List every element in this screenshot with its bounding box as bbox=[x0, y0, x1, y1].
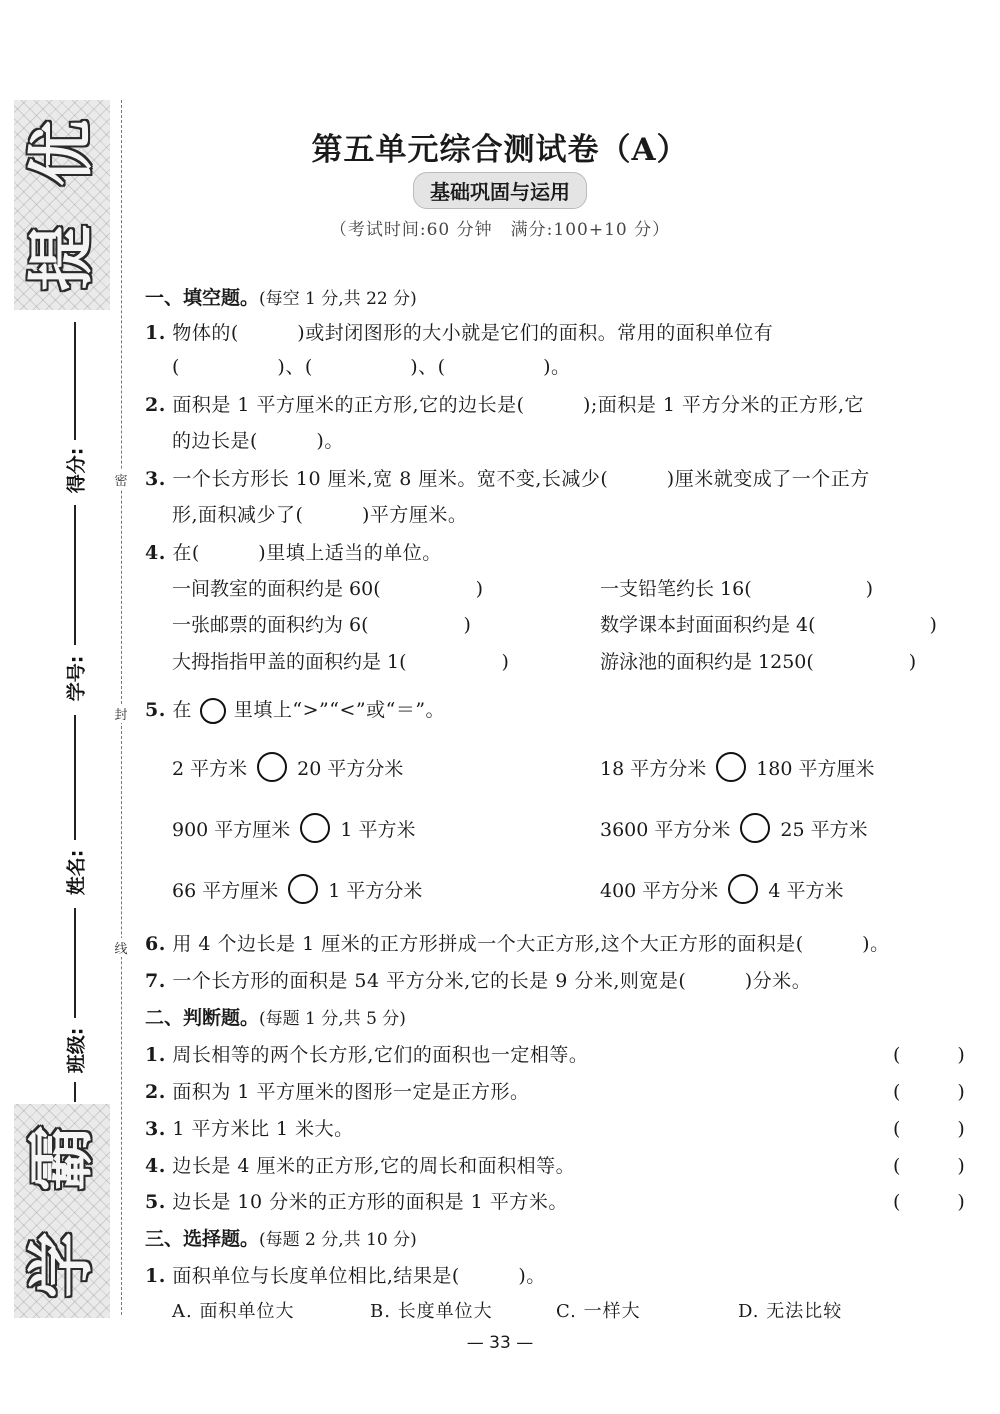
unit-item: 游泳池的面积约是 1250( ) bbox=[600, 651, 917, 673]
question-4: 4. 在( )里填上适当的单位。 bbox=[145, 542, 442, 564]
info-write-line bbox=[74, 322, 76, 440]
section-heading: 一、填空题。(每空 1 分,共 22 分) bbox=[145, 287, 417, 309]
name-label: 姓名: bbox=[65, 849, 88, 895]
subtitle-badge: 基础巩固与运用 bbox=[413, 172, 587, 209]
seal-char: 线 bbox=[110, 938, 132, 957]
score-label: 得分: bbox=[65, 447, 88, 493]
compare-pair: 66 平方厘米 1 平方分米 bbox=[172, 874, 422, 904]
answer-parentheses[interactable]: ( ) bbox=[893, 1118, 965, 1140]
seal-char: 封 bbox=[110, 704, 132, 723]
page-title: 第五单元综合测试卷（A） bbox=[311, 132, 689, 168]
compare-pair: 3600 平方分米 25 平方米 bbox=[600, 813, 868, 843]
compare-circle-icon[interactable] bbox=[728, 874, 758, 904]
unit-item: 大拇指指甲盖的面积约是 1( ) bbox=[172, 651, 509, 673]
info-write-line bbox=[74, 908, 76, 1018]
answer-parentheses[interactable]: ( ) bbox=[893, 1191, 965, 1213]
brand-char: 学 bbox=[23, 1231, 100, 1298]
compare-pair: 900 平方厘米 1 平方米 bbox=[172, 813, 415, 843]
unit-item: 一间教室的面积约是 60( ) bbox=[172, 578, 484, 600]
question-7: 7. 一个长方形的面积是 54 平方分米,它的长是 9 分米,则宽是( )分米。 bbox=[145, 970, 812, 992]
brand-block-bottom bbox=[14, 1104, 110, 1318]
question-2: 2. 面积是 1 平方厘米的正方形,它的边长是( );面积是 1 平方分米的正方形,它 bbox=[145, 394, 865, 416]
answer-parentheses[interactable]: ( ) bbox=[893, 1155, 965, 1177]
choice-option-b[interactable]: B. 长度单位大 bbox=[370, 1301, 493, 1322]
info-write-line bbox=[74, 505, 76, 645]
compare-circle-icon[interactable] bbox=[300, 813, 330, 843]
judge-item: 1. 周长相等的两个长方形,它们的面积也一定相等。 bbox=[145, 1044, 589, 1066]
student-id-label: 学号: bbox=[65, 655, 88, 701]
judge-item: 4. 边长是 4 厘米的正方形,它的周长和面积相等。 bbox=[145, 1155, 576, 1177]
section-heading: 二、判断题。(每题 1 分,共 5 分) bbox=[145, 1007, 406, 1029]
compare-circle-icon[interactable] bbox=[257, 752, 287, 782]
brand-char: 优 bbox=[23, 119, 100, 186]
compare-pair: 18 平方分米 180 平方厘米 bbox=[600, 752, 875, 782]
compare-pair: 400 平方分米 4 平方米 bbox=[600, 874, 843, 904]
judge-item: 3. 1 平方米比 1 米大。 bbox=[145, 1118, 354, 1140]
section-heading: 三、选择题。(每题 2 分,共 10 分) bbox=[145, 1228, 417, 1250]
choice-option-a[interactable]: A. 面积单位大 bbox=[172, 1301, 295, 1322]
seal-char: 密 bbox=[110, 470, 132, 489]
unit-item: 一支铅笔约长 16( ) bbox=[600, 578, 874, 600]
choice-option-c[interactable]: C. 一样大 bbox=[556, 1301, 641, 1322]
question-3-cont: 形,面积减少了( )平方厘米。 bbox=[172, 504, 468, 526]
compare-pair: 2 平方米 20 平方分米 bbox=[172, 752, 403, 782]
question-1: 1. 物体的( )或封闭图形的大小就是它们的面积。常用的面积单位有 bbox=[145, 322, 774, 344]
compare-circle-icon[interactable] bbox=[288, 874, 318, 904]
compare-circle-icon[interactable] bbox=[740, 813, 770, 843]
judge-item: 2. 面积为 1 平方厘米的图形一定是正方形。 bbox=[145, 1081, 530, 1103]
info-write-line bbox=[74, 1082, 76, 1102]
question-3: 3. 一个长方形长 10 厘米,宽 8 厘米。宽不变,长减少( )厘米就变成了一个正方 bbox=[145, 468, 870, 490]
judge-item: 5. 边长是 10 分米的正方形的面积是 1 平方米。 bbox=[145, 1191, 568, 1213]
compare-circle-icon[interactable] bbox=[716, 752, 746, 782]
unit-item: 一张邮票的面积约为 6( ) bbox=[172, 614, 471, 636]
exam-info: （考试时间:60 分钟 满分:100+10 分） bbox=[329, 220, 671, 240]
answer-parentheses[interactable]: ( ) bbox=[893, 1044, 965, 1066]
brand-char: 霸 bbox=[23, 1124, 100, 1191]
compare-circle-icon bbox=[200, 698, 226, 724]
brand-char: 提 bbox=[23, 224, 100, 291]
info-write-line bbox=[74, 715, 76, 840]
page-number: — 33 — bbox=[466, 1333, 534, 1353]
question-1-cont: ( )、( )、( )。 bbox=[172, 356, 571, 378]
choice-option-d[interactable]: D. 无法比较 bbox=[738, 1301, 843, 1322]
answer-parentheses[interactable]: ( ) bbox=[893, 1081, 965, 1103]
question-5: 5. 在 里填上“>”“<”或“＝”。 bbox=[145, 695, 445, 724]
choice-question-1: 1. 面积单位与长度单位相比,结果是( )。 bbox=[145, 1265, 546, 1287]
question-2-cont: 的边长是( )。 bbox=[172, 430, 344, 452]
unit-item: 数学课本封面面积约是 4( ) bbox=[600, 614, 937, 636]
question-6: 6. 用 4 个边长是 1 厘米的正方形拼成一个大正方形,这个大正方形的面积是( )。 bbox=[145, 933, 890, 955]
class-label: 班级: bbox=[65, 1027, 88, 1073]
